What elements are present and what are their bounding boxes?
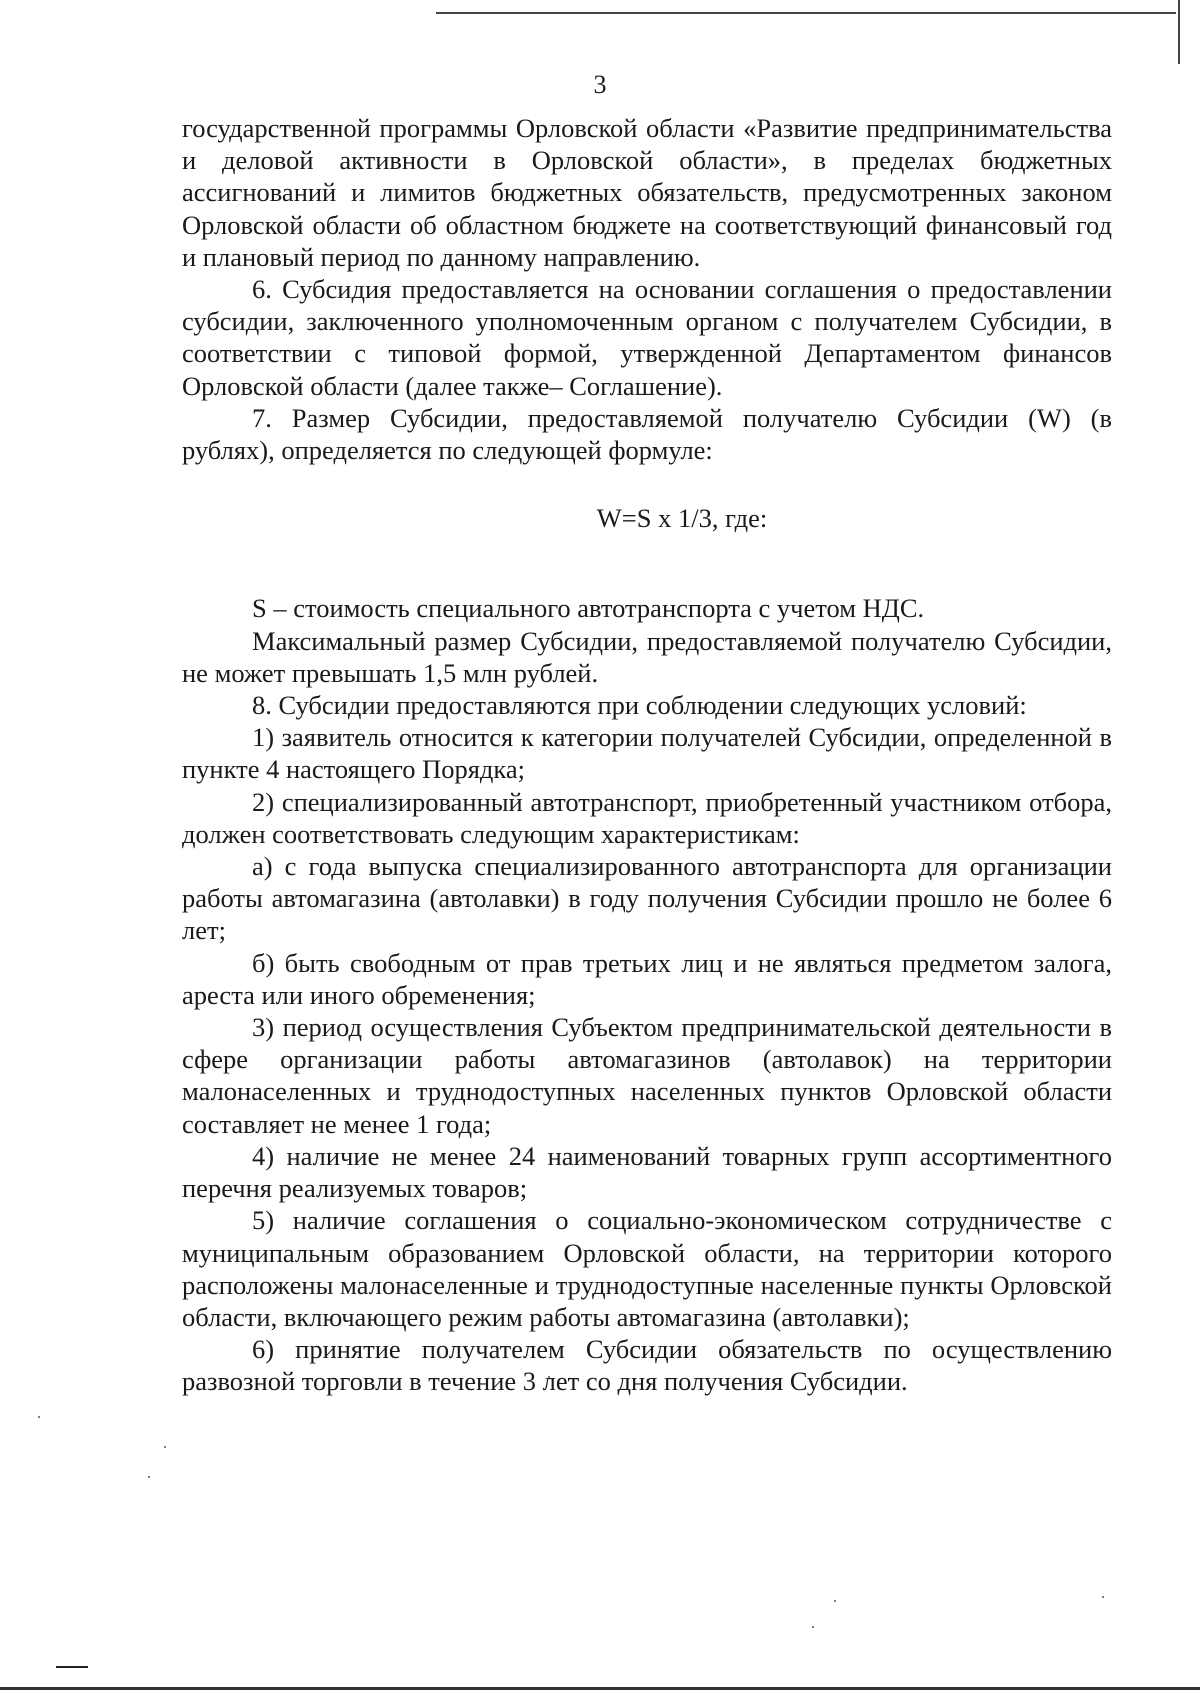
condition-6: 6) принятие получателем Субсидии обязательств по осуществлению развозной торговли в течение 3 лет со дня получения Субсидии. [182,1334,1112,1397]
scan-border-right [1178,0,1180,64]
condition-2a: а) с года выпуска специализированного автотранспорта для организации работы автомагазина (автолавки) в году получения Субсидии прошло не более 6 лет; [182,851,1112,946]
page-number: 3 [593,70,607,99]
condition-4: 4) наличие не менее 24 наименований товарных групп ассортиментного перечня реализуемых товаров; [182,1140,1112,1204]
paragraph-program-continuation: государственной программы Орловской области «Развитие предпринимательства и деловой активности в Орловской области», в пределах бюджетных ассигнований и лимитов бюджетных обязательств, предусмотренных законом Орловской области об областном бюджете на соответствующий финансовый год и плановый период по данному направлению. [182,113,1112,272]
scan-speck [834,1600,836,1602]
condition-2: 2) специализированный автотранспорт, приобретенный участником отбора, должен соответствовать следующим характеристикам: [182,786,1112,849]
scan-speck [812,1626,814,1628]
paragraph-max-subsidy: Максимальный размер Субсидии, предоставляемой получателю Субсидии, не может превышать 1,5 млн рублей. [182,625,1112,688]
condition-2b: б) быть свободным от прав третьих лиц и не являться предметом залога, ареста или иного обременения; [182,947,1112,1010]
condition-1: 1) заявитель относится к категории получателей Субсидии, определенной в пункте 4 настоящего Порядка; [182,722,1112,785]
condition-3: 3) период осуществления Субъектом предпринимательской деятельности в сфере организации работы автомагазинов (автолавок) на территории малонаселенных и труднодоступных населенных пунктов Орловской области составляет не менее 1 года; [182,1012,1112,1139]
scan-speck [148,1476,150,1478]
paragraph-s-definition: S – стоимость специального автотранспорта с учетом НДС. [252,593,925,624]
scan-speck [164,1446,166,1448]
scan-speck [1102,1596,1104,1598]
condition-5: 5) наличие соглашения о социально-экономическом сотрудничестве с муниципальным образованием Орловской области, на территории которого расположены малонаселенные и труднодоступные населенные пункты Орловской области, включающего режим работы автомагазина (автолавки); [182,1205,1112,1332]
paragraph-item-6: 6. Субсидия предоставляется на основании соглашения о предоставлении субсидии, заключенного уполномоченным органом с получателем Субсидии, в соответствии с типовой формой, утвержденной Департаментом финансов Орловской области (далее также– Соглашение). [182,274,1112,401]
paragraph-item-8: 8. Субсидии предоставляются при соблюдении следующих условий: [252,690,1027,721]
subsidy-formula: W=S x 1/3, где: [596,503,768,534]
scan-speck [38,1416,40,1418]
scan-border-bottom [0,1687,1200,1690]
scan-border-top [436,12,1176,14]
scan-mark-bottom [56,1666,88,1668]
paragraph-item-7: 7. Размер Субсидии, предоставляемой получателю Субсидии (W) (в рублях), определяется по следующей формуле: [182,402,1112,466]
document-body [182,112,1112,1398]
